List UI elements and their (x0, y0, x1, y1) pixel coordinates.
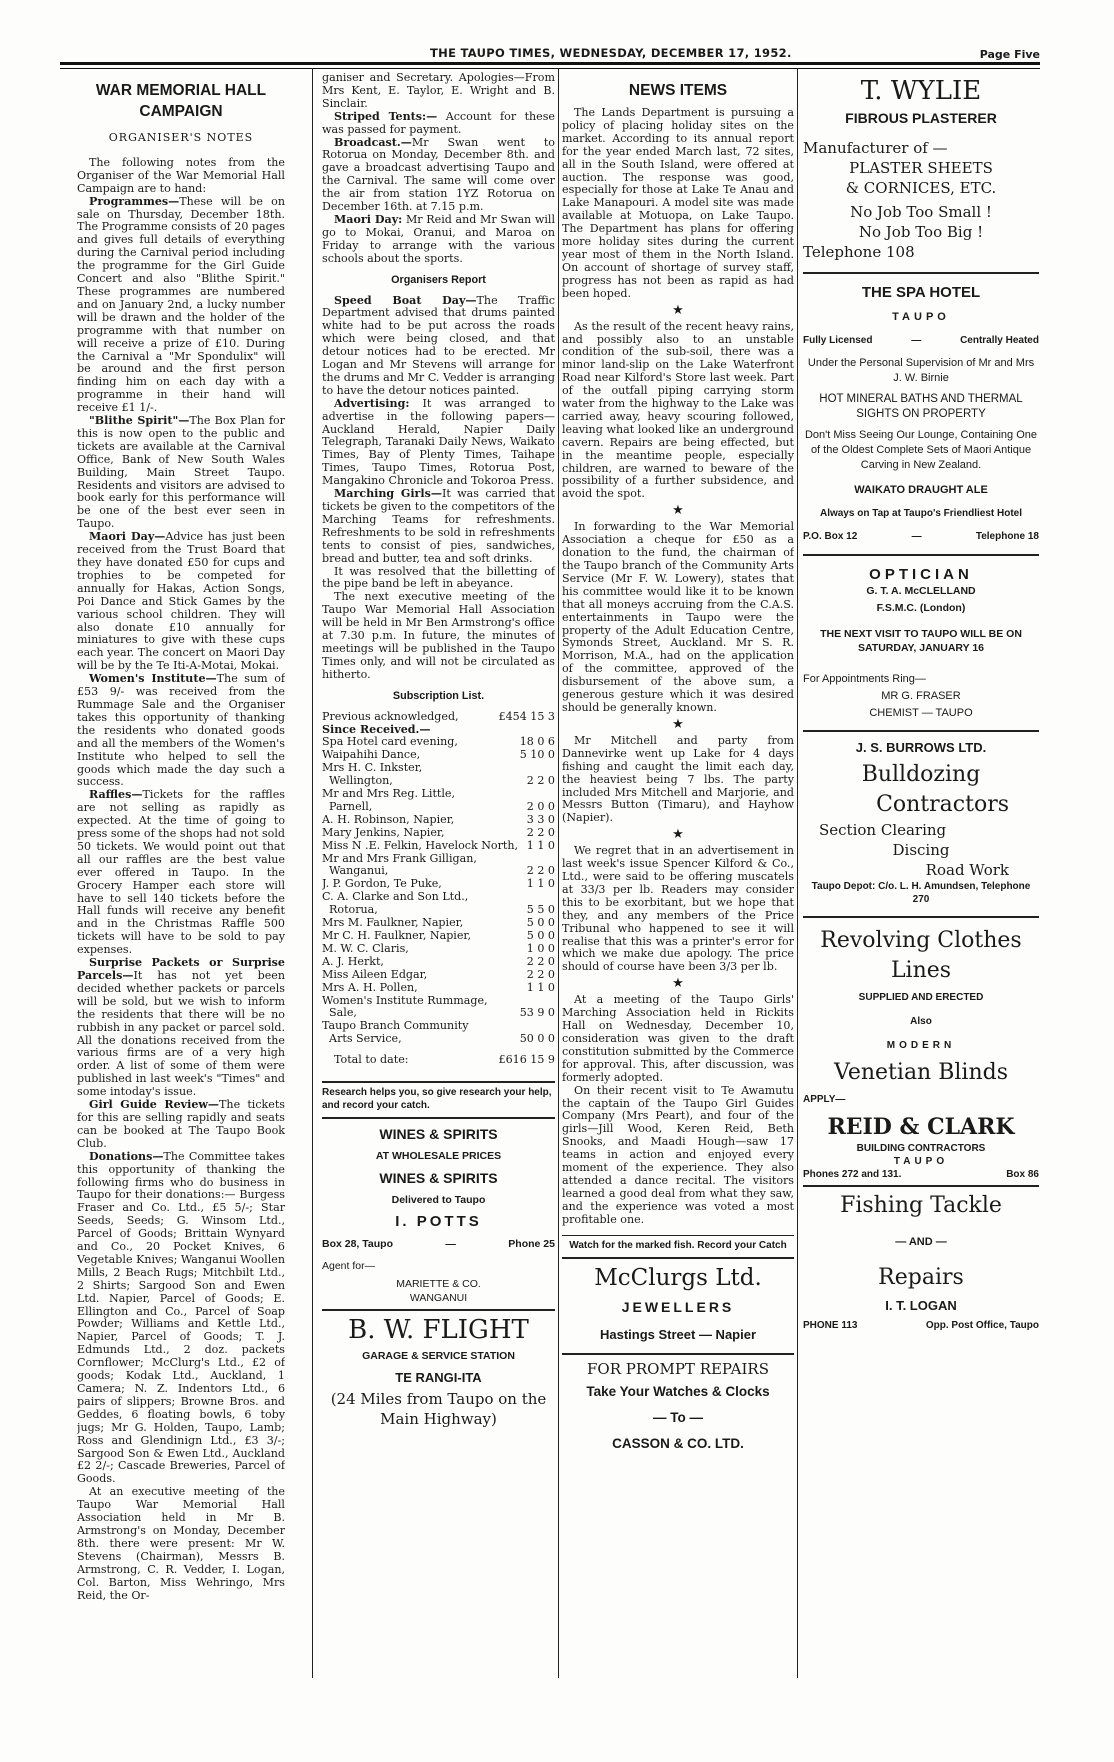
subscription-row: J. P. Gordon, Te Puke, 1 1 0 (322, 877, 555, 891)
subscription-since: Since Received.— (322, 722, 431, 736)
paragraph: "Blithe Spirit"—The Box Plan for this is now open to the public and tickets are available at the Carnival Office, Bank of New South Wales Building, Main Street Taupo. Residents and visitors are advised to book early for this performance will be one of the best ever seen in Taupo. (77, 414, 285, 531)
paragraph: Donations—The Committee takes this opportunity of thanking the following firms who do business in Taupo for their donations:— Burgess Fraser and Co. Ltd., £5 5/-; Star Seeds, Seeds; G. Winsom Ltd., Parcel of Goods; Brittain Wynyard and Co., 20 Pocket Knives, 6 Vegetable Knives; Wanganui Woollen Mills, 2 Beach Rugs; Mitchbilt Ltd., 2 Shirts; Sargood Son and Ewen Ltd. Napier, Parcel of Goods; E. Ellington and Co., Parcel of Soap Powder; Williams and Kettle Ltd., Napier, Parcel of Goods; T. J. Edmunds Ltd., 2 doz. packets Cornflower; McClurg's Ltd., £2 of goods; Kodak Ltd., Auckland, 1 Camera; N. Z. Indentors Ltd., 6 pairs of slippers; Browne Bros. and Geddes, 6 floating bowls, 6 toby jugs; Mr G. Holden, Taupo, Lamb; Ross and Glendinign Ltd., £3 3/-; Sargood Son & Ewen Ltd., Auckland £2 2/-; Cascade Breweries, Parcel of Goods. (77, 1149, 285, 1486)
star-icon: ★ (672, 976, 684, 992)
subscription-row: M. W. C. Claris, 1 0 0 (322, 941, 555, 955)
news-item: On their recent visit to Te Awamutu the captain of the Taupo Girl Guides Company (Mrs Peart), and four of the girls—Jill Wood, Keren Reid, Beth Snooks, and Maadi Hough—saw 17 teams in action and enjoyed every moment of the experience. They also attended a dance recital. The visitors learned a good deal from what they saw, and the experience was voted a most profitable one. (562, 1083, 794, 1226)
subscription-row: Mrs M. Faulkner, Napier, 5 0 0 (322, 916, 555, 930)
subscription-row: Mrs A. H. Pollen, 1 1 0 (322, 980, 555, 994)
star-icon: ★ (672, 503, 684, 519)
subscription-row: Mrs H. C. Inkster, (322, 761, 423, 775)
article-subheading: ORGANISER'S NOTES (108, 131, 254, 144)
news-heading: NEWS ITEMS (628, 82, 728, 99)
paragraph: Advertising: It was arranged to advertise in the following papers—Auckland Herald, Napier Daily Telegraph, Taranaki Daily News, Waikato Times, Bay of Plenty Times, Taihape Times, Taupo Times, Rotorua Post, Mangakino Chronicle and Tokoroa Press. (322, 396, 555, 488)
subscription-row: Wanganui, 2 2 0 (322, 864, 555, 878)
subscription-row: Women's Institute Rummage, (322, 993, 488, 1007)
page-number: Page Five (979, 48, 1040, 61)
masthead-title: THE TAUPO TIMES, WEDNESDAY, DECEMBER 17, 1952. (430, 46, 792, 60)
paragraph: The next executive meeting of the Taupo War Memorial Hall Association will be held in Mr Ben Armstrong's office at 7.30 p.m. In future, the minutes of meetings will be published in the Taupo Times only, and will not be circulated as hitherto. (322, 590, 555, 681)
subscription-row: A. H. Robinson, Napier, 3 3 0 (322, 812, 555, 826)
subscription-row: Rotorua, 5 5 0 (322, 903, 555, 917)
article-heading: WAR MEMORIAL HALL CAMPAIGN (95, 82, 267, 120)
column-organisers (322, 72, 555, 1433)
mcclurgs-advert: McClurgs Ltd. JEWELLERS Hastings Street — Napier (562, 1257, 794, 1353)
flight-advert: B. W. FLIGHT GARAGE & SERVICE STATION TE RANGI-ITA (24 Miles from Taupo on the Main Highway) (322, 1309, 555, 1433)
subscription-row: C. A. Clarke and Son Ltd., (322, 890, 469, 904)
news-item: The Lands Department is pursuing a policy of placing holiday sites on the market. According to its annual report for the year ended March last, 72 sites, all in the South Island, were offered at auction. The response was good, especially for those at Lake Te Anau and Lake Manapouri. A model site was made available at Motuopa, on Lake Taupo. The Department has plans for offering more holiday sites during the current year most of them in the North Island. On account of shortage of survey staff, progress has not been as rapid as had been hoped. (562, 106, 794, 300)
subscription-total: Total to date: £616 15 9 (334, 1053, 555, 1067)
star-icon: ★ (672, 302, 684, 318)
subscription-row: Miss Aileen Edgar, 2 2 0 (322, 967, 555, 981)
potts-advert: WINES & SPIRITS AT WHOLESALE PRICES WINES & SPIRITS Delivered to Taupo I. POTTS Box 28, Taupo — Phone 25 Agent for— MARIETTE & CO. WANGANUI (322, 1117, 555, 1309)
subscription-row: Parnell, 2 0 0 (322, 799, 555, 813)
news-item: Mr Mitchell and party from Dannevirke went up Lake for 4 days fishing and caught the limit each day, the heaviest being 7 lbs. The party included Mrs Mitchell and Marjorie, and Messrs Button (Timaru), and Hayhow (Napier). (562, 733, 794, 825)
subscription-row: Wellington, 2 2 0 (322, 774, 555, 788)
paragraph: Striped Tents:— Account for these was passed for payment. (322, 109, 555, 136)
paragraph: Women's Institute—The sum of £53 9/- was received from the Rummage Sale and the Organiser takes this opportunity of thanking the residents who donated goods and all the members of the Women's Institute who helped to sell the goods which made the day such a success. (77, 672, 285, 789)
casson-advert: FOR PROMPT REPAIRS Take Your Watches & Clocks — To — CASSON & CO. LTD. (562, 1353, 794, 1461)
masthead-rule (60, 62, 1040, 69)
column-war-memorial (77, 72, 285, 1602)
optician-advert: OPTICIAN G. T. A. McCLELLAND F.S.M.C. (London) THE NEXT VISIT TO TAUPO WILL BE ON SATURDAY, JANUARY 16 For Appointments Ring— MR G. FRASER CHEMIST — TAUPO (803, 554, 1039, 726)
subscription-row: Mr C. H. Faulkner, Napier, 5 0 0 (322, 929, 555, 942)
column-news-items (562, 72, 794, 1461)
subscription-row: Mr and Mrs Reg. Little, (322, 787, 456, 801)
subscription-row: Spa Hotel card evening, 18 0 6 (322, 735, 555, 749)
subscription-row: Arts Service, 50 0 0 (322, 1032, 555, 1046)
news-item: As the result of the recent heavy rains, and possibly also to an unstable condition of the sub-soil, there was a minor land-slip on the Lake Waterfront Road near Kilford's Store last week. Part of the outfall piping carrying storm water from the highway to the Lake was carried away, heavy scouring followed, leaving what looked like an underground cavern. Repairs are being effected, but in the meantime people, especially children, are warned to beware of the possibility of a further subsidence, and avoid the spot. (562, 319, 794, 501)
subscription-row: A. J. Herkt, 2 2 0 (322, 954, 555, 968)
logan-advert: Fishing Tackle — AND — Repairs I. T. LOGAN PHONE 113 Opp. Post Office, Taupo (803, 1185, 1039, 1336)
paragraph: Raffles—Tickets for the raffles are not selling as rapidly as expected. At the time of going to press some of the shops had not sold 50 tickets. We would point out that all our raffles are the best value ever offered in Taupo. In the Grocery Hamper each store will have to sell 140 tickets before the Hall funds will receive any benefit and in the Christmas Raffle 500 tickets will have to be sold to pay expenses. (77, 788, 285, 957)
masthead (60, 40, 1040, 64)
paragraph: It was resolved that the billetting of the pipe band be left in abeyance. (322, 564, 555, 591)
reid-clark-advert: Revolving Clothes Lines SUPPLIED AND ERECTED Also MODERN Venetian Blinds APPLY— REID & CLARK BUILDING CONTRACTORS TAUPO Phones 272 and 131. Box 86 (803, 916, 1039, 1185)
subscription-title: Subscription List. (392, 689, 485, 702)
paragraph: At an executive meeting of the Taupo War Memorial Hall Association held in Mr B. Armstrong's on Monday, December 8th. there were present: Mr W. Stevens (Chairman), Messrs B. Armstrong, C. R. Vedder, I. Logan, Col. Barton, Miss Wehringo, Mrs Reid, the Or- (77, 1485, 285, 1602)
spa-hotel-advert: THE SPA HOTEL TAUPO Fully Licensed — Centrally Heated Under the Personal Supervision of Mr and Mrs J. W. Birnie HOT MINERAL BATHS AND THERMAL SIGHTS ON PROPERTY Don't Miss Seeing Our Lounge, Containing One of the Oldest Complete Sets of Maori Antique Carving in New Zealand. WAIKATO DRAUGHT ALE Always on Tap at Taupo's Friendliest Hotel P.O. Box 12 — Telephone 18 (803, 272, 1039, 550)
subscription-row: Previous acknowledged, £454 15 3 (322, 709, 555, 723)
paragraph: Girl Guide Review—The tickets for this are selling rapidly and seats can be booked at The Taupo Book Club. (77, 1098, 285, 1150)
paragraph: Maori Day: Mr Reid and Mr Swan will go to Mokai, Oranui, and Maroa on Friday to arrange with the various schools about the sports. (322, 212, 555, 265)
news-item: In forwarding to the War Memorial Association a cheque for £50 as a donation to the fund, the chairman of the Taupo branch of the Community Arts Service (Mr F. W. Lowery), states that his committee would like it to be known that all moneys accruing from the C.A.S. entertainments in Taupo were the property of the Adult Education Centre, Symonds Street, Auckland. Mr S. R. Morrison, M.A., had on the application of the committee, approved of the disbursement of the above sum, a generous gesture which it was desired should be generally known. (562, 520, 794, 714)
subscription-row: Miss N .E. Felkin, Havelock North, 1 1 0 (322, 838, 555, 852)
star-icon: ★ (672, 716, 684, 732)
column-divider (312, 68, 313, 1678)
subscription-row: Taupo Branch Community (322, 1019, 469, 1033)
column-adverts (803, 72, 1039, 1336)
star-icon: ★ (672, 827, 684, 843)
subscription-row: Mr and Mrs Frank Gilligan, (322, 851, 477, 865)
paragraph: Programmes—These will be on sale on Thursday, December 18th. The Programme consists of 20 pages and gives full details of everything during the Carnival period including the programme for the Girl Guide Concert and also "Blithe Spirit." These programmes are numbered and on January 2nd, a lucky number will be drawn and the holder of the programme with that number on will receive a prize of £10. During the Carnival a "Mr Spondulix" will be around and the first person finding him on each day with a programme in their hand will receive £1 1/-. (77, 194, 285, 415)
subscription-row: Mary Jenkins, Napier, 2 2 0 (322, 825, 555, 839)
paragraph: ganiser and Secretary. Apologies—From Mrs Kent, E. Taylor, E. Wright and B. Sinclair. (322, 72, 555, 110)
news-item: At a meeting of the Taupo Girls' Marching Association held in Rickits Hall on Wednesday, December 10, consideration was given to the draft constitution submitted by the Commerce for approval. This, after discussion, was formerly adopted. (562, 993, 794, 1084)
news-item: We regret that in an advertisement in last week's issue Spencer Kilford & Co., Ltd., were said to be offering muscatels at 33/3 per lb. Readers may consider this to be exorbitant, but we hope that they, and any members of the Price Tribunal who happened to see it will realise that this was a printer's error for which we make due apology. The price should of course have been 3/3 per lb. (562, 844, 794, 974)
section-heading: Organisers Report (391, 273, 486, 286)
column-divider (558, 68, 559, 1678)
paragraph: Broadcast.—Mr Swan went to Rotorua on Monday, December 8th. and gave a broadcast advertising Taupo and the Carnival. The same will come over the air from station 1YZ Rotorua on December 16th. at 7.15 p.m. (322, 135, 555, 214)
burrows-advert: J. S. BURROWS LTD. Bulldozing Contractors Section Clearing Discing Road Work Taupo Depot: C/o. L. H. Amundsen, Telephone 270 (803, 730, 1039, 910)
watch-notice: Watch for the marked fish. Record your Catch (562, 1235, 794, 1253)
research-notice: Research helps you, so give research your help, and record your catch. (322, 1081, 555, 1117)
paragraph: The following notes from the Organiser of the War Memorial Hall Campaign are to hand: (77, 155, 285, 195)
wylie-advert: T. WYLIE FIBROUS PLASTERER Manufacturer of — PLASTER SHEETS & CORNICES, ETC. No Job Too Small ! No Job Too Big ! Telephone 108 (803, 76, 997, 261)
subscription-row: Sale, 53 9 0 (322, 1006, 555, 1020)
column-divider (797, 68, 798, 1678)
subscription-row: Waipahihi Dance, 5 10 0 (322, 748, 555, 762)
paragraph: Marching Girls—It was carried that tickets be given to the competitors of the Marching Teams for refreshments. Refreshments to be sold in refreshments tents to consist of pies, sandwiches, bread and butter, tea and soft drinks. (322, 487, 555, 565)
paragraph: Maori Day—Advice has just been received from the Trust Board that they have donated £50 for cups and trophies to be competed for annually for Hakas, Action Songs, Poi Dance and Stick Games by the various school children. They will also donate £10 annually for miniatures to give with these cups each year. The concert on Maori Day will be by the Te Iti-A-Motai, Mokai. (77, 530, 285, 673)
paragraph: Surprise Packets or Surprise Parcels—It has not yet been decided whether packets or parcels will be sold, but we wish to inform the residents that there will be no rubbish in any packet or parcel sold. All the donations received from the various firms are of a very high order. A list of some of them were published in last week's "Times" and some intoday's issue. (77, 956, 285, 1099)
paragraph: Speed Boat Day—The Traffic Department advised that drums painted white had to be put across the roads which were being closed, and that detour notices had to be erected. Mr Logan and Mr Stevens will arrange for the drums and Mr C. Vedder is arranging to have the detour notices painted. (322, 293, 555, 397)
subscription-list (322, 736, 555, 1046)
